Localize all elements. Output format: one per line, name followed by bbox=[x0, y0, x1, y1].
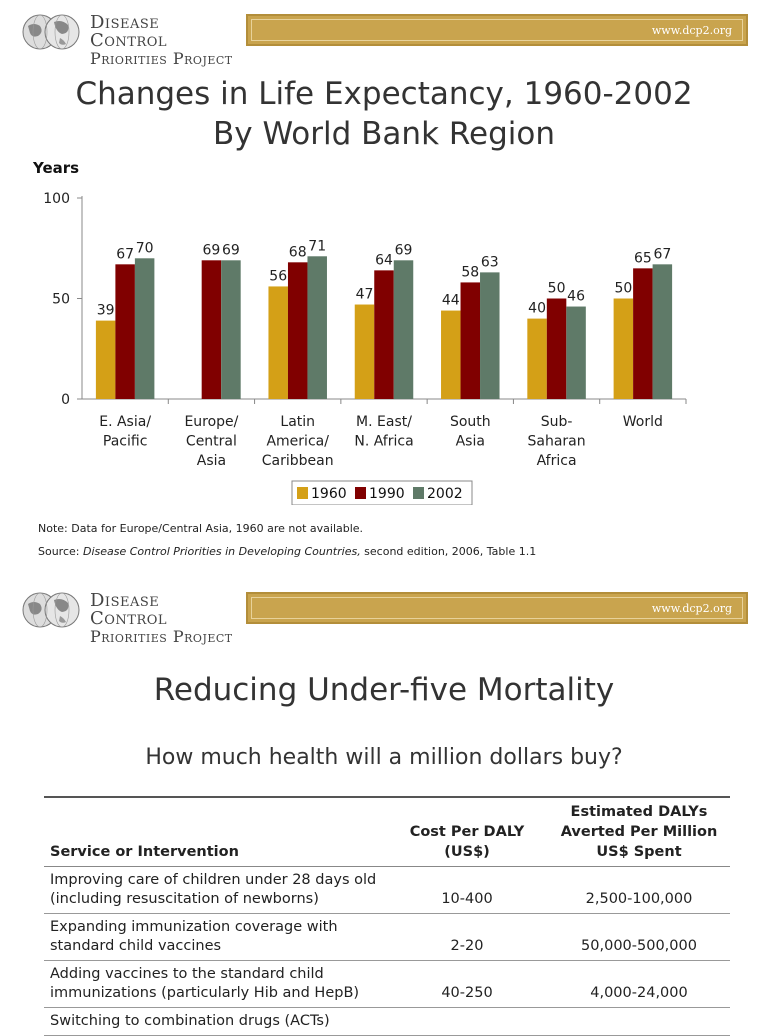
bar-2002 bbox=[566, 307, 586, 399]
title-line1: Changes in Life Expectancy, 1960-2002 bbox=[75, 76, 693, 112]
bar-1990 bbox=[633, 268, 653, 399]
y-tick-label: 50 bbox=[52, 291, 70, 308]
data-label: 50 bbox=[547, 280, 566, 297]
data-label: 67 bbox=[653, 246, 672, 263]
data-label: 58 bbox=[461, 264, 480, 281]
bar-2002 bbox=[480, 272, 500, 399]
logo-line1: Disease Control bbox=[90, 12, 168, 51]
data-label: 68 bbox=[288, 244, 307, 261]
data-label: 64 bbox=[375, 252, 393, 269]
data-label: 39 bbox=[96, 302, 115, 319]
bar-1990 bbox=[115, 264, 134, 399]
bar-1960 bbox=[268, 286, 288, 399]
bar-2002 bbox=[221, 260, 241, 399]
x-tick-label: America/ bbox=[266, 433, 329, 450]
x-tick-label: Africa bbox=[536, 453, 577, 469]
bar-1990 bbox=[461, 282, 481, 399]
x-tick-label: M. East/ bbox=[356, 414, 412, 430]
table-row bbox=[44, 961, 730, 1008]
x-tick-label: Asia bbox=[455, 433, 485, 450]
header-service: Service or Intervention bbox=[44, 797, 386, 867]
intervention-table bbox=[44, 796, 730, 1036]
cell-service: Adding vaccines to the standard child immunizations (particularly Hib and HepB) bbox=[44, 961, 386, 1008]
data-label: 71 bbox=[308, 238, 327, 255]
x-tick-label: N. Africa bbox=[354, 433, 414, 450]
x-tick-label: Asia bbox=[196, 453, 227, 469]
cell-dalys bbox=[548, 1008, 730, 1036]
header-dalys: Estimated DALYs Averted Per Million US$ Spent bbox=[548, 797, 730, 867]
data-label: 46 bbox=[567, 288, 585, 305]
data-label: 63 bbox=[480, 254, 499, 271]
bar-1990 bbox=[547, 299, 567, 400]
x-tick-label: World bbox=[622, 414, 663, 430]
bar-2002 bbox=[394, 260, 414, 399]
data-label: 69 bbox=[202, 242, 221, 259]
data-label: 70 bbox=[135, 240, 154, 257]
x-tick-label: Latin bbox=[280, 414, 316, 430]
website-link[interactable]: www.dcp2.org bbox=[651, 24, 732, 37]
slide2-subtitle: How much health will a million dollars buy? bbox=[145, 745, 623, 770]
cell-cost: 10-400 bbox=[386, 867, 548, 914]
bar-1990 bbox=[202, 260, 222, 399]
slide2-title: Reducing Under-five Mortality bbox=[153, 672, 615, 708]
source-suffix: second edition, 2006, Table 1.1 bbox=[360, 545, 537, 558]
x-tick-label: E. Asia/ bbox=[99, 414, 152, 430]
bar-2002 bbox=[653, 264, 673, 399]
bar-2002 bbox=[135, 258, 155, 399]
header-banner bbox=[246, 14, 748, 46]
data-label: 47 bbox=[355, 286, 374, 303]
logo-text bbox=[90, 14, 240, 68]
cell-cost: 40-250 bbox=[386, 961, 548, 1008]
cell-dalys: 4,000-24,000 bbox=[548, 961, 730, 1008]
x-tick-label: Pacific bbox=[102, 433, 148, 450]
website-link[interactable]: www.dcp2.org bbox=[651, 602, 732, 615]
y-tick-label: 100 bbox=[43, 191, 70, 207]
logo-text bbox=[90, 592, 240, 646]
cell-dalys: 2,500-100,000 bbox=[548, 867, 730, 914]
y-tick-label: 0 bbox=[61, 392, 70, 408]
source-prefix: Source: bbox=[38, 545, 83, 558]
chart-source bbox=[38, 545, 536, 558]
data-label: 56 bbox=[269, 268, 288, 285]
data-label: 50 bbox=[614, 280, 633, 297]
slide-header bbox=[0, 578, 768, 646]
x-tick-label: Central bbox=[185, 433, 237, 450]
cell-service: Switching to combination drugs (ACTs) bbox=[44, 1008, 386, 1036]
header-cost: Cost Per DALY (US$) bbox=[386, 797, 548, 867]
bar-1960 bbox=[441, 311, 461, 399]
cell-dalys: 50,000-500,000 bbox=[548, 914, 730, 961]
globe-icon bbox=[20, 590, 82, 630]
globe-icon bbox=[20, 12, 82, 52]
chart-note: Note: Data for Europe/Central Asia, 1960 are not available. bbox=[38, 522, 364, 535]
legend-swatch-1960 bbox=[297, 487, 308, 499]
dcpp-logo bbox=[20, 590, 240, 646]
data-label: 44 bbox=[441, 292, 460, 309]
cell-service: Improving care of children under 28 days old (including resuscitation of newborns) bbox=[44, 867, 386, 914]
cell-cost bbox=[386, 1008, 548, 1036]
bar-1960 bbox=[96, 321, 116, 399]
legend-label-1960: 1960 bbox=[311, 486, 347, 502]
logo-line2: Priorities Project bbox=[90, 627, 233, 646]
table-row bbox=[44, 867, 730, 914]
bar-1990 bbox=[288, 262, 308, 399]
header-banner bbox=[246, 592, 748, 624]
cell-cost: 2-20 bbox=[386, 914, 548, 961]
x-tick-label: Saharan bbox=[527, 433, 586, 450]
dcpp-logo bbox=[20, 12, 240, 68]
x-tick-label: Caribbean bbox=[261, 453, 334, 469]
x-tick-label: Sub- bbox=[540, 414, 573, 430]
legend-swatch-1990 bbox=[355, 487, 366, 499]
data-label: 67 bbox=[116, 246, 135, 263]
x-tick-label: Europe/ bbox=[184, 414, 239, 430]
title-line2: By World Bank Region bbox=[213, 116, 555, 152]
x-tick-label: South bbox=[449, 414, 491, 430]
data-label: 40 bbox=[528, 300, 546, 317]
data-label: 69 bbox=[394, 242, 413, 259]
table-row bbox=[44, 1008, 730, 1036]
data-label: 65 bbox=[633, 250, 652, 267]
slide-header bbox=[0, 0, 768, 68]
logo-line1: Disease Control bbox=[90, 590, 168, 629]
table-row bbox=[44, 914, 730, 961]
y-axis-label: Years bbox=[33, 159, 80, 177]
bar-1960 bbox=[614, 299, 634, 400]
bar-1960 bbox=[355, 305, 375, 399]
bar-2002 bbox=[307, 256, 327, 399]
slide1-title bbox=[0, 74, 768, 154]
source-title: Disease Control Priorities in Developing Countries, bbox=[82, 545, 361, 558]
logo-line2: Priorities Project bbox=[90, 49, 233, 68]
life-expectancy-chart bbox=[0, 155, 768, 505]
cell-service: Expanding immunization coverage with standard child vaccines bbox=[44, 914, 386, 961]
bar-1960 bbox=[527, 319, 547, 399]
legend-label-2002: 2002 bbox=[427, 486, 463, 502]
data-label: 69 bbox=[222, 242, 240, 259]
legend-swatch-2002 bbox=[413, 487, 424, 499]
legend-label-1990: 1990 bbox=[369, 486, 405, 502]
bar-1990 bbox=[374, 270, 394, 399]
table-header-row bbox=[44, 797, 730, 867]
